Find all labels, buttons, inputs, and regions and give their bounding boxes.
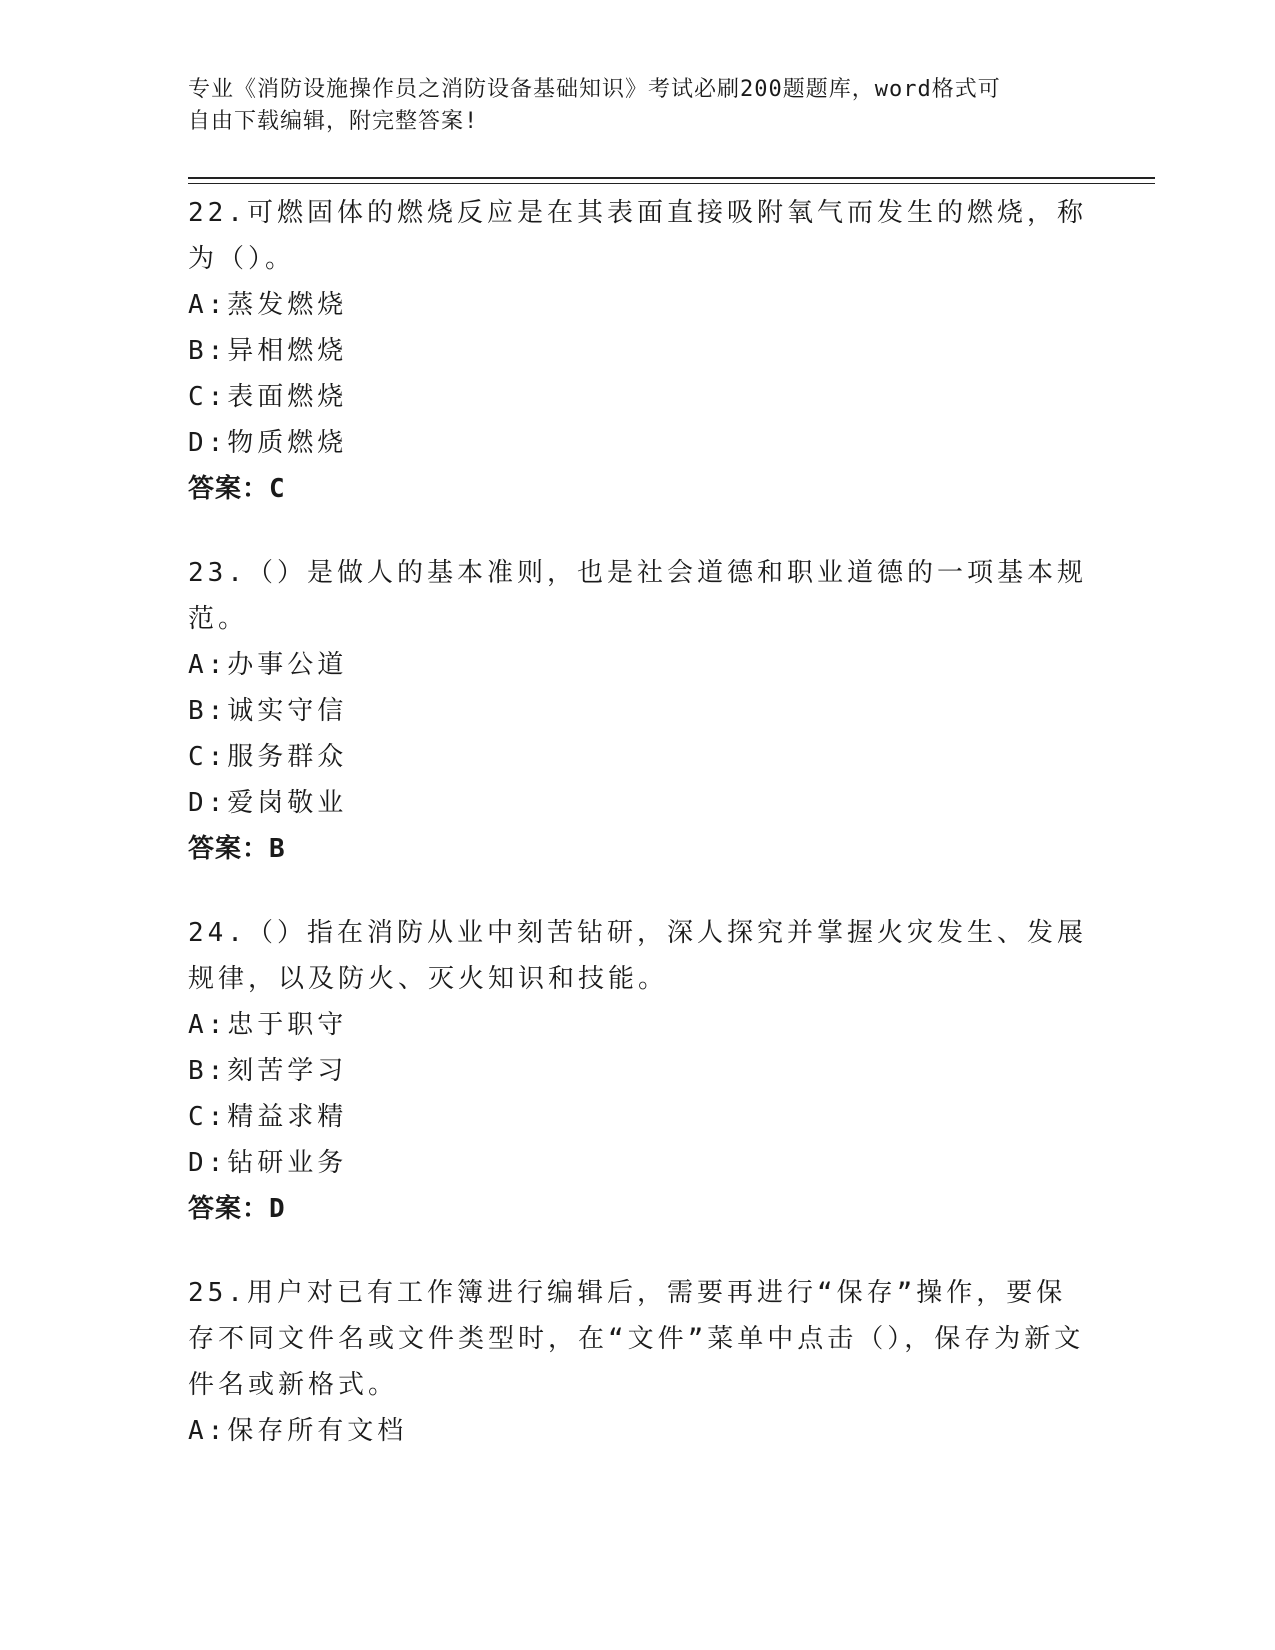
- question-22: [188, 190, 1088, 512]
- question-25: [188, 1270, 1088, 1454]
- option-d: D:爱岗敬业: [188, 788, 348, 818]
- option-b: B:异相燃烧: [188, 336, 348, 366]
- option-c: C:精益求精: [188, 1102, 348, 1132]
- option-a: A:蒸发燃烧: [188, 290, 348, 320]
- answer-label: 答案：: [188, 834, 270, 864]
- question-stem: 23.（）是做人的基本准则，也是社会道德和职业道德的一项基本规范。: [188, 558, 1087, 634]
- answer-value: B: [269, 834, 286, 864]
- option-d: D:物质燃烧: [188, 428, 348, 458]
- option-d: D:钻研业务: [188, 1148, 348, 1178]
- question-stem: 25.用户对已有工作簿进行编辑后，需要再进行“保存”操作，要保存不同文件名或文件类型时，在“文件”菜单中点击（），保存为新文件名或新格式。: [188, 1278, 1085, 1400]
- document-header: [188, 74, 1068, 138]
- question-stem: 24.（）指在消防从业中刻苦钻研，深人探究并掌握火灾发生、发展规律，以及防火、灭火知识和技能。: [188, 918, 1087, 994]
- header-divider: [188, 177, 1155, 179]
- header-line: 专业《消防设施操作员之消防设备基础知识》考试必刷200题题库，word格式可: [188, 77, 1001, 102]
- answer: [188, 466, 1088, 512]
- answer-label: 答案：: [188, 1194, 270, 1224]
- answer-label: 答案：: [188, 474, 270, 504]
- option-a: A:办事公道: [188, 650, 348, 680]
- option-b: B:刻苦学习: [188, 1056, 348, 1086]
- header-divider-thin: [188, 183, 1155, 184]
- option-a: A:保存所有文档: [188, 1416, 408, 1446]
- question-list: [188, 190, 1088, 1492]
- question-stem: 22.可燃固体的燃烧反应是在其表面直接吸附氧气而发生的燃烧，称为（）。: [188, 198, 1087, 274]
- header-line: 自由下载编辑，附完整答案!: [188, 109, 479, 134]
- question-23: [188, 550, 1088, 872]
- option-a: A:忠于职守: [188, 1010, 348, 1040]
- option-c: C:表面燃烧: [188, 382, 348, 412]
- answer: [188, 1186, 1088, 1232]
- answer-value: C: [269, 474, 286, 504]
- option-b: B:诚实守信: [188, 696, 348, 726]
- question-24: [188, 910, 1088, 1232]
- answer-value: D: [269, 1194, 286, 1224]
- option-c: C:服务群众: [188, 742, 348, 772]
- answer: [188, 826, 1088, 872]
